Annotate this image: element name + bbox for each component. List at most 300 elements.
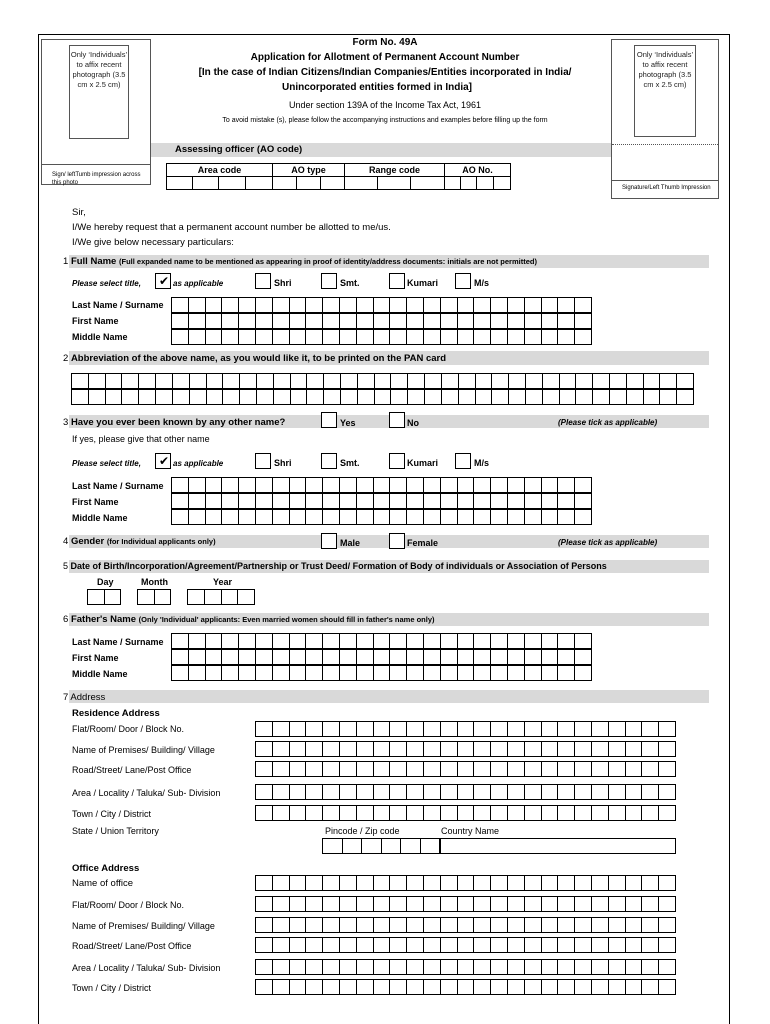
char-box[interactable] [508,650,525,664]
char-box[interactable] [256,650,273,664]
char-box[interactable] [306,634,323,648]
char-box[interactable] [306,980,323,994]
off-area-boxes[interactable] [255,959,676,975]
char-box[interactable] [273,722,290,736]
char-box[interactable] [306,298,323,312]
char-box[interactable] [441,762,458,776]
char-box[interactable] [340,314,357,328]
char-box[interactable] [323,634,340,648]
char-box[interactable] [122,390,139,404]
char-box[interactable] [508,742,525,756]
char-box[interactable] [273,762,290,776]
char-box[interactable] [476,390,493,404]
char-box[interactable] [407,980,424,994]
char-box[interactable] [340,806,357,820]
char-box[interactable] [357,478,374,492]
char-box[interactable] [508,980,525,994]
char-box[interactable] [223,374,240,388]
char-box[interactable] [560,374,577,388]
char-box[interactable] [626,980,643,994]
char-box[interactable] [407,634,424,648]
char-box[interactable] [390,980,407,994]
char-box[interactable] [508,478,525,492]
char-box[interactable] [256,876,273,890]
char-box[interactable] [205,590,222,604]
char-box[interactable] [172,650,189,664]
char-box[interactable] [407,494,424,508]
char-box[interactable] [323,722,340,736]
char-box[interactable] [290,634,307,648]
char-box[interactable] [659,722,675,736]
char-box[interactable] [239,510,256,524]
char-box[interactable] [340,980,357,994]
char-box[interactable] [642,897,659,911]
char-box[interactable] [273,666,290,680]
char-box[interactable] [474,980,491,994]
char-box[interactable] [340,510,357,524]
char-box[interactable] [508,634,525,648]
char-box[interactable] [256,960,273,974]
char-box[interactable] [576,374,593,388]
char-box[interactable] [172,510,189,524]
char-box[interactable] [407,314,424,328]
char-box[interactable] [256,806,273,820]
char-box[interactable] [222,494,239,508]
char-box[interactable] [558,722,575,736]
char-box[interactable] [508,762,525,776]
char-box[interactable] [106,390,123,404]
char-box[interactable] [390,876,407,890]
char-box[interactable] [659,938,675,952]
char-box[interactable] [441,980,458,994]
char-box[interactable] [458,314,475,328]
char-box[interactable] [424,897,441,911]
char-box[interactable] [340,666,357,680]
char-box[interactable] [357,742,374,756]
char-box[interactable] [542,742,559,756]
char-box[interactable] [491,938,508,952]
char-box[interactable] [190,374,207,388]
char-box[interactable] [172,478,189,492]
char-box[interactable] [575,510,591,524]
char-box[interactable] [189,314,206,328]
char-box[interactable] [441,839,675,853]
char-box[interactable] [575,330,591,344]
char-box[interactable] [173,390,190,404]
char-box[interactable] [474,876,491,890]
char-box[interactable] [239,330,256,344]
char-box[interactable] [357,722,374,736]
char-box[interactable] [306,666,323,680]
char-box[interactable] [525,634,542,648]
char-box[interactable] [626,806,643,820]
char-box[interactable] [491,494,508,508]
char-box[interactable] [492,390,509,404]
char-box[interactable] [407,938,424,952]
char-box[interactable] [575,980,592,994]
char-box[interactable] [508,785,525,799]
char-box[interactable] [491,510,508,524]
char-box[interactable] [340,960,357,974]
char-box[interactable] [441,960,458,974]
char-box[interactable] [407,897,424,911]
char-box[interactable] [424,980,441,994]
char-box[interactable] [459,390,476,404]
char-box[interactable] [340,762,357,776]
char-box[interactable] [274,374,291,388]
char-box[interactable] [391,374,408,388]
char-box[interactable] [256,980,273,994]
char-box[interactable] [525,938,542,952]
char-box[interactable] [390,806,407,820]
char-box[interactable] [273,938,290,952]
char-box[interactable] [575,314,591,328]
char-box[interactable] [610,390,627,404]
off-premises-boxes[interactable] [255,917,676,933]
char-box[interactable] [340,742,357,756]
char-box[interactable] [508,938,525,952]
char-box[interactable] [273,897,290,911]
char-box[interactable] [677,374,693,388]
char-box[interactable] [340,650,357,664]
char-box[interactable] [441,806,458,820]
char-box[interactable] [441,298,458,312]
char-box[interactable] [592,806,609,820]
char-box[interactable] [474,510,491,524]
char-box[interactable] [408,374,425,388]
s6-first-name-boxes[interactable] [171,649,592,665]
s1-first-name-boxes[interactable] [171,313,592,329]
char-box[interactable] [508,897,525,911]
char-box[interactable] [558,666,575,680]
char-box[interactable] [290,666,307,680]
char-box[interactable] [626,722,643,736]
char-box[interactable] [458,494,475,508]
char-box[interactable] [257,374,274,388]
s1-checkbox-kumari[interactable] [389,273,405,289]
char-box[interactable] [459,374,476,388]
char-box[interactable] [525,722,542,736]
char-box[interactable] [374,938,391,952]
char-box[interactable] [508,494,525,508]
char-box[interactable] [491,650,508,664]
res-premises-boxes[interactable] [255,741,676,757]
char-box[interactable] [390,634,407,648]
char-box[interactable] [424,634,441,648]
char-box[interactable] [474,478,491,492]
char-box[interactable] [474,722,491,736]
char-box[interactable] [306,650,323,664]
char-box[interactable] [575,666,591,680]
char-box[interactable] [424,650,441,664]
char-box[interactable] [256,722,273,736]
char-box[interactable] [525,960,542,974]
char-box[interactable] [375,390,392,404]
char-box[interactable] [256,918,273,932]
char-box[interactable] [558,897,575,911]
char-box[interactable] [508,330,525,344]
char-box[interactable] [374,918,391,932]
char-box[interactable] [357,960,374,974]
char-box[interactable] [575,785,592,799]
char-box[interactable] [542,806,559,820]
char-box[interactable] [240,374,257,388]
char-box[interactable] [357,785,374,799]
char-box[interactable] [374,762,391,776]
char-box[interactable] [173,374,190,388]
char-box[interactable] [659,897,675,911]
char-box[interactable] [407,742,424,756]
char-box[interactable] [476,374,493,388]
s1-middle-name-boxes[interactable] [171,329,592,345]
char-box[interactable] [390,722,407,736]
char-box[interactable] [106,374,123,388]
char-box[interactable] [138,590,155,604]
char-box[interactable] [273,876,290,890]
char-box[interactable] [425,374,442,388]
char-box[interactable] [374,634,391,648]
char-box[interactable] [390,494,407,508]
char-box[interactable] [474,938,491,952]
char-box[interactable] [190,390,207,404]
char-box[interactable] [558,314,575,328]
char-box[interactable] [357,510,374,524]
char-box[interactable] [374,650,391,664]
char-box[interactable] [441,510,458,524]
char-box[interactable] [627,374,644,388]
char-box[interactable] [558,634,575,648]
char-box[interactable] [390,510,407,524]
char-box[interactable] [575,938,592,952]
char-box[interactable] [508,960,525,974]
char-box[interactable] [323,742,340,756]
char-box[interactable] [542,938,559,952]
char-box[interactable] [542,980,559,994]
s2-abbreviation-row-1[interactable] [71,373,694,389]
char-box[interactable] [558,330,575,344]
char-box[interactable] [474,918,491,932]
char-box[interactable] [424,330,441,344]
char-box[interactable] [306,876,323,890]
char-box[interactable] [172,330,189,344]
char-box[interactable] [407,298,424,312]
char-box[interactable] [222,298,239,312]
s3-first-name-boxes[interactable] [171,493,592,509]
char-box[interactable] [374,478,391,492]
char-box[interactable] [222,314,239,328]
char-box[interactable] [374,510,391,524]
char-box[interactable] [558,938,575,952]
char-box[interactable] [424,742,441,756]
char-box[interactable] [341,390,358,404]
char-box[interactable] [256,938,273,952]
char-box[interactable] [374,806,391,820]
char-box[interactable] [408,390,425,404]
char-box[interactable] [374,298,391,312]
char-box[interactable] [474,314,491,328]
char-box[interactable] [323,494,340,508]
char-box[interactable] [542,666,559,680]
char-box[interactable] [491,478,508,492]
char-box[interactable] [256,494,273,508]
char-box[interactable] [256,762,273,776]
char-box[interactable] [424,762,441,776]
char-box[interactable] [239,494,256,508]
char-box[interactable] [592,762,609,776]
char-box[interactable] [306,806,323,820]
char-box[interactable] [542,510,559,524]
char-box[interactable] [323,650,340,664]
char-box[interactable] [575,722,592,736]
char-box[interactable] [290,722,307,736]
char-box[interactable] [206,510,223,524]
char-box[interactable] [642,980,659,994]
char-box[interactable] [323,298,340,312]
char-box[interactable] [306,742,323,756]
char-box[interactable] [324,390,341,404]
char-box[interactable] [306,494,323,508]
char-box[interactable] [508,314,525,328]
char-box[interactable] [458,960,475,974]
char-box[interactable] [290,510,307,524]
char-box[interactable] [441,742,458,756]
char-box[interactable] [525,742,542,756]
char-box[interactable] [508,918,525,932]
char-box[interactable] [525,918,542,932]
char-box[interactable] [323,330,340,344]
char-box[interactable] [491,897,508,911]
s3-last-name-boxes[interactable] [171,477,592,493]
char-box[interactable] [441,897,458,911]
char-box[interactable] [424,876,441,890]
char-box[interactable] [442,390,459,404]
char-box[interactable] [560,390,577,404]
off-town-boxes[interactable] [255,979,676,995]
char-box[interactable] [542,960,559,974]
char-box[interactable] [357,938,374,952]
char-box[interactable] [491,806,508,820]
char-box[interactable] [609,742,626,756]
char-box[interactable] [542,918,559,932]
char-box[interactable] [239,666,256,680]
char-box[interactable] [474,742,491,756]
char-box[interactable] [458,980,475,994]
char-box[interactable] [323,918,340,932]
char-box[interactable] [358,390,375,404]
char-box[interactable] [424,960,441,974]
char-box[interactable] [323,897,340,911]
char-box[interactable] [592,876,609,890]
char-box[interactable] [525,980,542,994]
char-box[interactable] [290,876,307,890]
char-box[interactable] [357,897,374,911]
char-box[interactable] [458,666,475,680]
char-box[interactable] [441,722,458,736]
char-box[interactable] [458,722,475,736]
char-box[interactable] [441,650,458,664]
char-box[interactable] [340,918,357,932]
char-box[interactable] [306,314,323,328]
char-box[interactable] [407,762,424,776]
char-box[interactable] [207,390,224,404]
off-flat-boxes[interactable] [255,896,676,912]
char-box[interactable] [306,330,323,344]
char-box[interactable] [425,390,442,404]
s3-checkbox-ms[interactable] [455,453,471,469]
char-box[interactable] [374,666,391,680]
char-box[interactable] [642,938,659,952]
res-country-box[interactable] [440,838,676,854]
char-box[interactable] [525,510,542,524]
char-box[interactable] [474,494,491,508]
char-box[interactable] [659,918,675,932]
char-box[interactable] [508,876,525,890]
char-box[interactable] [307,390,324,404]
res-town-boxes[interactable] [255,805,676,821]
char-box[interactable] [508,298,525,312]
s3-checkbox-yes[interactable] [321,412,337,428]
char-box[interactable] [525,666,542,680]
char-box[interactable] [374,897,391,911]
char-box[interactable] [424,722,441,736]
char-box[interactable] [458,510,475,524]
char-box[interactable] [188,590,205,604]
char-box[interactable] [239,314,256,328]
char-box[interactable] [273,650,290,664]
char-box[interactable] [525,762,542,776]
char-box[interactable] [357,918,374,932]
char-box[interactable] [626,918,643,932]
char-box[interactable] [491,762,508,776]
s5-year-boxes[interactable] [187,589,255,605]
char-box[interactable] [525,785,542,799]
char-box[interactable] [458,634,475,648]
char-box[interactable] [340,722,357,736]
char-box[interactable] [458,330,475,344]
char-box[interactable] [307,374,324,388]
s1-checkbox-shri[interactable] [255,273,271,289]
char-box[interactable] [542,897,559,911]
char-box[interactable] [340,298,357,312]
char-box[interactable] [525,330,542,344]
char-box[interactable] [424,785,441,799]
s1-checkbox-ms[interactable] [455,273,471,289]
char-box[interactable] [290,785,307,799]
char-box[interactable] [441,478,458,492]
char-box[interactable] [542,494,559,508]
char-box[interactable] [273,742,290,756]
char-box[interactable] [542,478,559,492]
s1-checkbox-smt[interactable] [321,273,337,289]
char-box[interactable] [156,374,173,388]
char-box[interactable] [441,666,458,680]
char-box[interactable] [610,374,627,388]
char-box[interactable] [290,314,307,328]
char-box[interactable] [474,960,491,974]
char-box[interactable] [390,918,407,932]
char-box[interactable] [558,785,575,799]
char-box[interactable] [474,634,491,648]
char-box[interactable] [424,938,441,952]
char-box[interactable] [558,510,575,524]
char-box[interactable] [375,374,392,388]
char-box[interactable] [592,938,609,952]
char-box[interactable] [609,785,626,799]
char-box[interactable] [491,876,508,890]
char-box[interactable] [290,650,307,664]
char-box[interactable] [239,298,256,312]
char-box[interactable] [256,634,273,648]
